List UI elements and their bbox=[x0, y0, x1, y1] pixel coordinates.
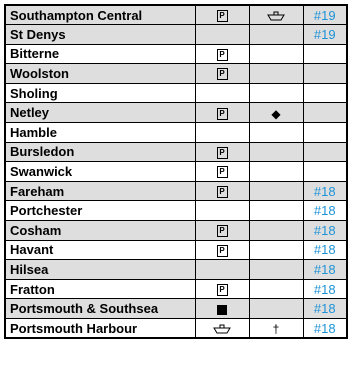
table-row bbox=[5, 83, 347, 103]
route-link bbox=[303, 83, 347, 103]
table-row bbox=[5, 260, 347, 280]
square-icon bbox=[217, 305, 227, 315]
route-link[interactable]: #18 bbox=[303, 201, 347, 221]
route-link[interactable]: #18 bbox=[303, 299, 347, 319]
parking-icon: P bbox=[217, 49, 228, 61]
station-name: Sholing bbox=[5, 83, 195, 103]
station-name: Netley bbox=[5, 103, 195, 123]
station-name: Bursledon bbox=[5, 142, 195, 162]
table-row bbox=[5, 221, 347, 241]
station-name: Hamble bbox=[5, 123, 195, 143]
station-name: Portchester bbox=[5, 201, 195, 221]
route-link[interactable]: #18 bbox=[303, 240, 347, 260]
route-link bbox=[303, 44, 347, 64]
station-name: Hilsea bbox=[5, 260, 195, 280]
ferry-icon bbox=[213, 324, 231, 334]
table-row bbox=[5, 44, 347, 64]
station-name: Swanwick bbox=[5, 162, 195, 182]
route-link bbox=[303, 64, 347, 84]
route-link[interactable]: #18 bbox=[303, 279, 347, 299]
parking-icon: P bbox=[217, 108, 228, 120]
station-name: Cosham bbox=[5, 221, 195, 241]
station-name: Bitterne bbox=[5, 44, 195, 64]
table-row bbox=[5, 201, 347, 221]
parking-icon: P bbox=[217, 186, 228, 198]
parking-icon: P bbox=[217, 68, 228, 80]
table-row bbox=[5, 299, 347, 319]
route-link[interactable]: #19 bbox=[303, 5, 347, 25]
parking-icon: P bbox=[217, 147, 228, 159]
route-link bbox=[303, 142, 347, 162]
stations-table bbox=[4, 4, 348, 339]
parking-icon: P bbox=[217, 166, 228, 178]
station-name: Fareham bbox=[5, 181, 195, 201]
route-link[interactable]: #18 bbox=[303, 221, 347, 241]
table-row bbox=[5, 162, 347, 182]
route-link bbox=[303, 162, 347, 182]
station-name: St Denys bbox=[5, 25, 195, 45]
parking-icon: P bbox=[217, 284, 228, 296]
station-name: Portsmouth Harbour bbox=[5, 319, 195, 339]
station-name: Southampton Central bbox=[5, 5, 195, 25]
parking-icon: P bbox=[217, 10, 228, 22]
station-name: Fratton bbox=[5, 279, 195, 299]
station-name: Woolston bbox=[5, 64, 195, 84]
ferry-icon bbox=[267, 11, 285, 21]
table-row bbox=[5, 181, 347, 201]
table-row bbox=[5, 279, 347, 299]
table-row bbox=[5, 25, 347, 45]
table-row bbox=[5, 123, 347, 143]
route-link bbox=[303, 103, 347, 123]
station-name: Portsmouth & Southsea bbox=[5, 299, 195, 319]
route-link[interactable]: #18 bbox=[303, 260, 347, 280]
diamond-icon: ◆ bbox=[271, 106, 281, 121]
table-row bbox=[5, 240, 347, 260]
parking-icon: P bbox=[217, 225, 228, 237]
route-link[interactable]: #19 bbox=[303, 25, 347, 45]
table-row bbox=[5, 64, 347, 84]
station-name: Havant bbox=[5, 240, 195, 260]
route-link[interactable]: #18 bbox=[303, 181, 347, 201]
table-row bbox=[5, 5, 347, 25]
parking-icon: P bbox=[217, 245, 228, 257]
route-link bbox=[303, 123, 347, 143]
route-link[interactable]: #18 bbox=[303, 319, 347, 339]
table-row bbox=[5, 103, 347, 123]
dagger-icon: † bbox=[272, 321, 280, 336]
table-row bbox=[5, 319, 347, 339]
table-row bbox=[5, 142, 347, 162]
